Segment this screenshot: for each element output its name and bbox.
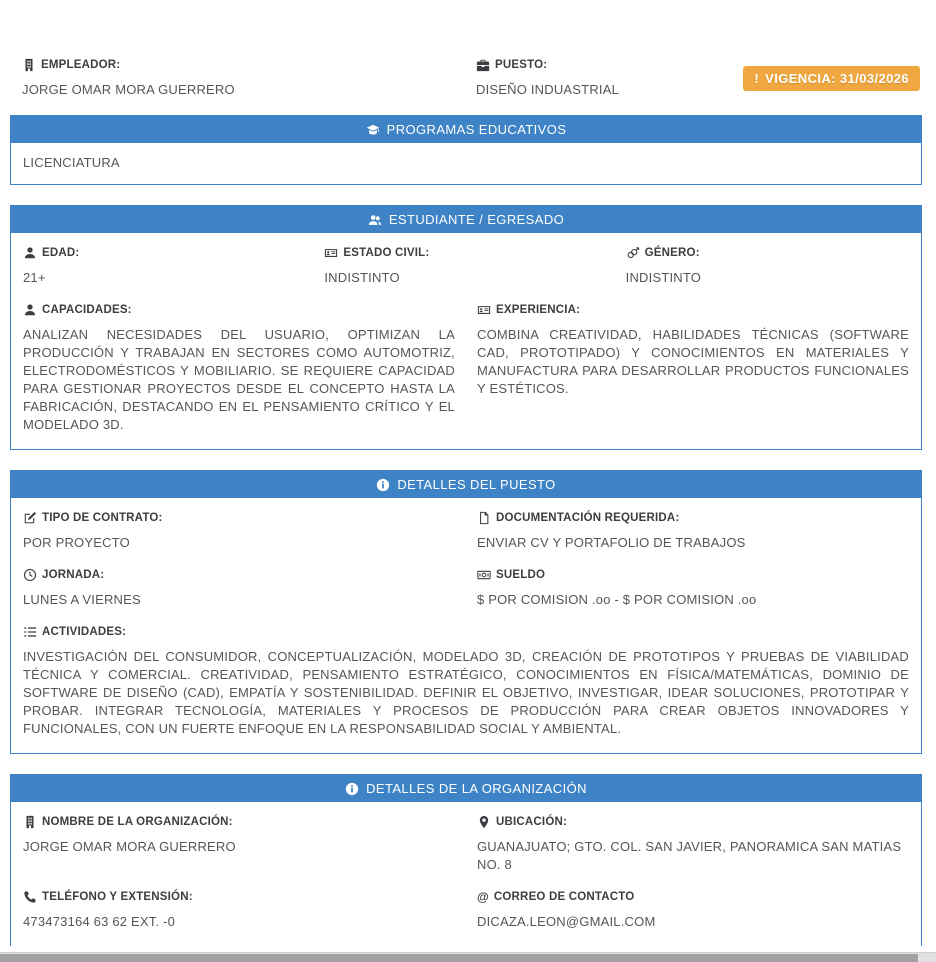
briefcase-icon bbox=[476, 58, 490, 72]
vigencia-badge bbox=[743, 66, 920, 91]
edad-label: EDAD: bbox=[42, 247, 80, 259]
organizacion-header bbox=[11, 775, 921, 802]
tipo-contrato-label: TIPO DE CONTRATO: bbox=[42, 512, 163, 524]
job-detail-page bbox=[0, 58, 936, 962]
field-sueldo bbox=[477, 568, 909, 609]
empleador-label-row bbox=[22, 58, 456, 72]
genero-value: INDISTINTO bbox=[625, 270, 702, 285]
detalles-puesto-header bbox=[11, 471, 921, 498]
list-icon bbox=[23, 625, 37, 639]
field-telefono bbox=[23, 890, 455, 931]
puesto-value: DISEÑO INDUASTRIAL bbox=[476, 82, 620, 97]
organizacion-title: DETALLES DE LA ORGANIZACIÓN bbox=[366, 781, 587, 796]
field-estado-civil bbox=[324, 246, 607, 287]
map-marker-icon bbox=[477, 815, 491, 829]
field-edad bbox=[23, 246, 306, 287]
exclamation-icon: ! bbox=[754, 71, 760, 86]
detalles-puesto-body bbox=[11, 498, 921, 753]
programa-item: LICENCIATURA bbox=[23, 155, 120, 170]
estado-civil-value: INDISTINTO bbox=[324, 270, 400, 285]
field-correo bbox=[477, 890, 909, 931]
documentacion-label: DOCUMENTACIÓN REQUERIDA: bbox=[496, 512, 680, 524]
puesto-label: PUESTO: bbox=[495, 59, 548, 71]
telefono-label: TELÉFONO Y EXTENSIÓN: bbox=[42, 891, 193, 903]
id-card-icon bbox=[324, 246, 338, 260]
field-capacidades bbox=[23, 303, 455, 434]
field-genero bbox=[626, 246, 909, 287]
ubicacion-value: GUANAJUATO; GTO. COL. SAN JAVIER, PANORAMICA SAN MATIAS NO. 8 bbox=[477, 839, 902, 872]
info-circle-icon bbox=[376, 478, 390, 492]
ubicacion-label: UBICACIÓN: bbox=[496, 816, 567, 828]
user-icon bbox=[23, 246, 37, 260]
building-icon bbox=[23, 815, 37, 829]
programas-body bbox=[11, 143, 921, 184]
panel-estudiante-egresado bbox=[10, 205, 922, 450]
edad-value: 21+ bbox=[23, 270, 46, 285]
documentacion-value: ENVIAR CV Y PORTAFOLIO DE TRABAJOS bbox=[477, 535, 746, 550]
field-empleador bbox=[22, 58, 456, 99]
experiencia-value: COMBINA CREATIVIDAD, HABILIDADES TÉCNICAS (SOFTWARE CAD, PROTOTIPADO) Y CONOCIMIENTOS EN MATERIALES Y MANUFACTURA PARA DESARROLLAR PRODUCTOS FUNCIONALES Y ESTÉTICOS. bbox=[477, 327, 909, 396]
correo-value: DICAZA.LEON@GMAIL.COM bbox=[477, 914, 656, 929]
users-icon bbox=[368, 213, 382, 227]
pencil-square-icon bbox=[23, 511, 37, 525]
horizontal-scrollbar bbox=[0, 952, 936, 962]
field-actividades bbox=[23, 625, 909, 738]
info-circle-icon bbox=[345, 782, 359, 796]
empleador-label: EMPLEADOR: bbox=[41, 59, 121, 71]
field-ubicacion bbox=[477, 815, 909, 874]
programas-title: PROGRAMAS EDUCATIVOS bbox=[386, 122, 567, 137]
correo-label: CORREO DE CONTACTO bbox=[493, 891, 635, 903]
field-tipo-contrato bbox=[23, 511, 455, 552]
panel-programas-educativos bbox=[10, 115, 922, 185]
detalles-puesto-title: DETALLES DEL PUESTO bbox=[397, 477, 556, 492]
panel-detalles-organizacion bbox=[10, 774, 922, 946]
field-experiencia bbox=[477, 303, 909, 434]
clock-icon bbox=[23, 568, 37, 582]
programas-header bbox=[11, 116, 921, 143]
field-nombre-organizacion bbox=[23, 815, 455, 874]
actividades-value: INVESTIGACIÓN DEL CONSUMIDOR, CONCEPTUALIZACIÓN, MODELADO 3D, CREACIÓN DE PROTOTIPOS Y PRUEBAS DE VIABILIDAD TÉCNICA Y COMERCIAL. CREATIVIDAD, PENSAMIENTO ESTRATÉGICO, CONOCIMIENTOS EN FÍSICA/MATEMÁTICAS, DOMINIO DE SOFTWARE DE DISEÑO (CAD), EMPATÍA Y SOSTENIBILIDAD. DEFINIR EL OBJETIVO, INVESTIGAR, IDEAR SOLUCIONES, PROTOTIPAR Y PROBAR. INTEGRAR TECNOLOGÍA, MATERIALES Y PROCESOS DE PRODUCCIÓN PARA CREAR OBJETOS INNOVADORES Y FUNCIONALES, CON UN FUERTE ENFOQUE EN LA RESPONSABILIDAD SOCIAL Y AMBIENTAL. bbox=[23, 649, 909, 736]
field-jornada bbox=[23, 568, 455, 609]
panel-detalles-puesto bbox=[10, 470, 922, 754]
gender-icon bbox=[626, 246, 640, 260]
graduation-cap-icon bbox=[366, 123, 380, 137]
nombre-organizacion-value: JORGE OMAR MORA GUERRERO bbox=[23, 839, 236, 854]
horizontal-scrollbar-thumb[interactable] bbox=[0, 954, 918, 962]
user-icon bbox=[23, 303, 37, 317]
capacidades-label: CAPACIDADES: bbox=[42, 304, 132, 316]
estado-civil-label: ESTADO CIVIL: bbox=[343, 247, 430, 259]
genero-label: GÉNERO: bbox=[644, 247, 700, 259]
phone-icon bbox=[23, 890, 37, 904]
field-documentacion bbox=[477, 511, 909, 552]
estudiante-title: ESTUDIANTE / EGRESADO bbox=[388, 212, 565, 227]
jornada-label: JORNADA: bbox=[42, 569, 105, 581]
telefono-value: 473473164 63 62 EXT. -0 bbox=[23, 914, 176, 929]
sueldo-label: SUELDO bbox=[496, 569, 546, 581]
estudiante-header bbox=[11, 206, 921, 233]
capacidades-value: ANALIZAN NECESIDADES DEL USUARIO, OPTIMIZAN LA PRODUCCIÓN Y TRABAJAN EN SECTORES COMO AUTOMOTRIZ, ELECTRODOMÉSTICOS Y MOBILIARIO. SE REQUIERE CAPACIDAD PARA GESTIONAR PROYECTOS DESDE EL CONCEPTO HASTA LA FABRICACIÓN, DESTACANDO EN EL PENSAMIENTO CRÍTICO Y EL MODELADO 3D. bbox=[23, 327, 455, 432]
building-icon bbox=[22, 58, 36, 72]
actividades-label: ACTIVIDADES: bbox=[42, 626, 127, 638]
id-card-icon bbox=[477, 303, 491, 317]
tipo-contrato-value: POR PROYECTO bbox=[23, 535, 130, 550]
nombre-organizacion-label: NOMBRE DE LA ORGANIZACIÓN: bbox=[42, 816, 233, 828]
sueldo-value: $ POR COMISION .oo - $ POR COMISION .oo bbox=[477, 592, 757, 607]
document-icon bbox=[477, 511, 491, 525]
experiencia-label: EXPERIENCIA: bbox=[496, 304, 581, 316]
empleador-value: JORGE OMAR MORA GUERRERO bbox=[22, 82, 235, 97]
at-sign-icon: @ bbox=[477, 890, 489, 904]
money-icon bbox=[477, 568, 491, 582]
vigencia-label: VIGENCIA: 31/03/2026 bbox=[765, 71, 909, 86]
organizacion-body bbox=[11, 802, 921, 946]
jornada-value: LUNES A VIERNES bbox=[23, 592, 141, 607]
estudiante-body bbox=[11, 233, 921, 449]
